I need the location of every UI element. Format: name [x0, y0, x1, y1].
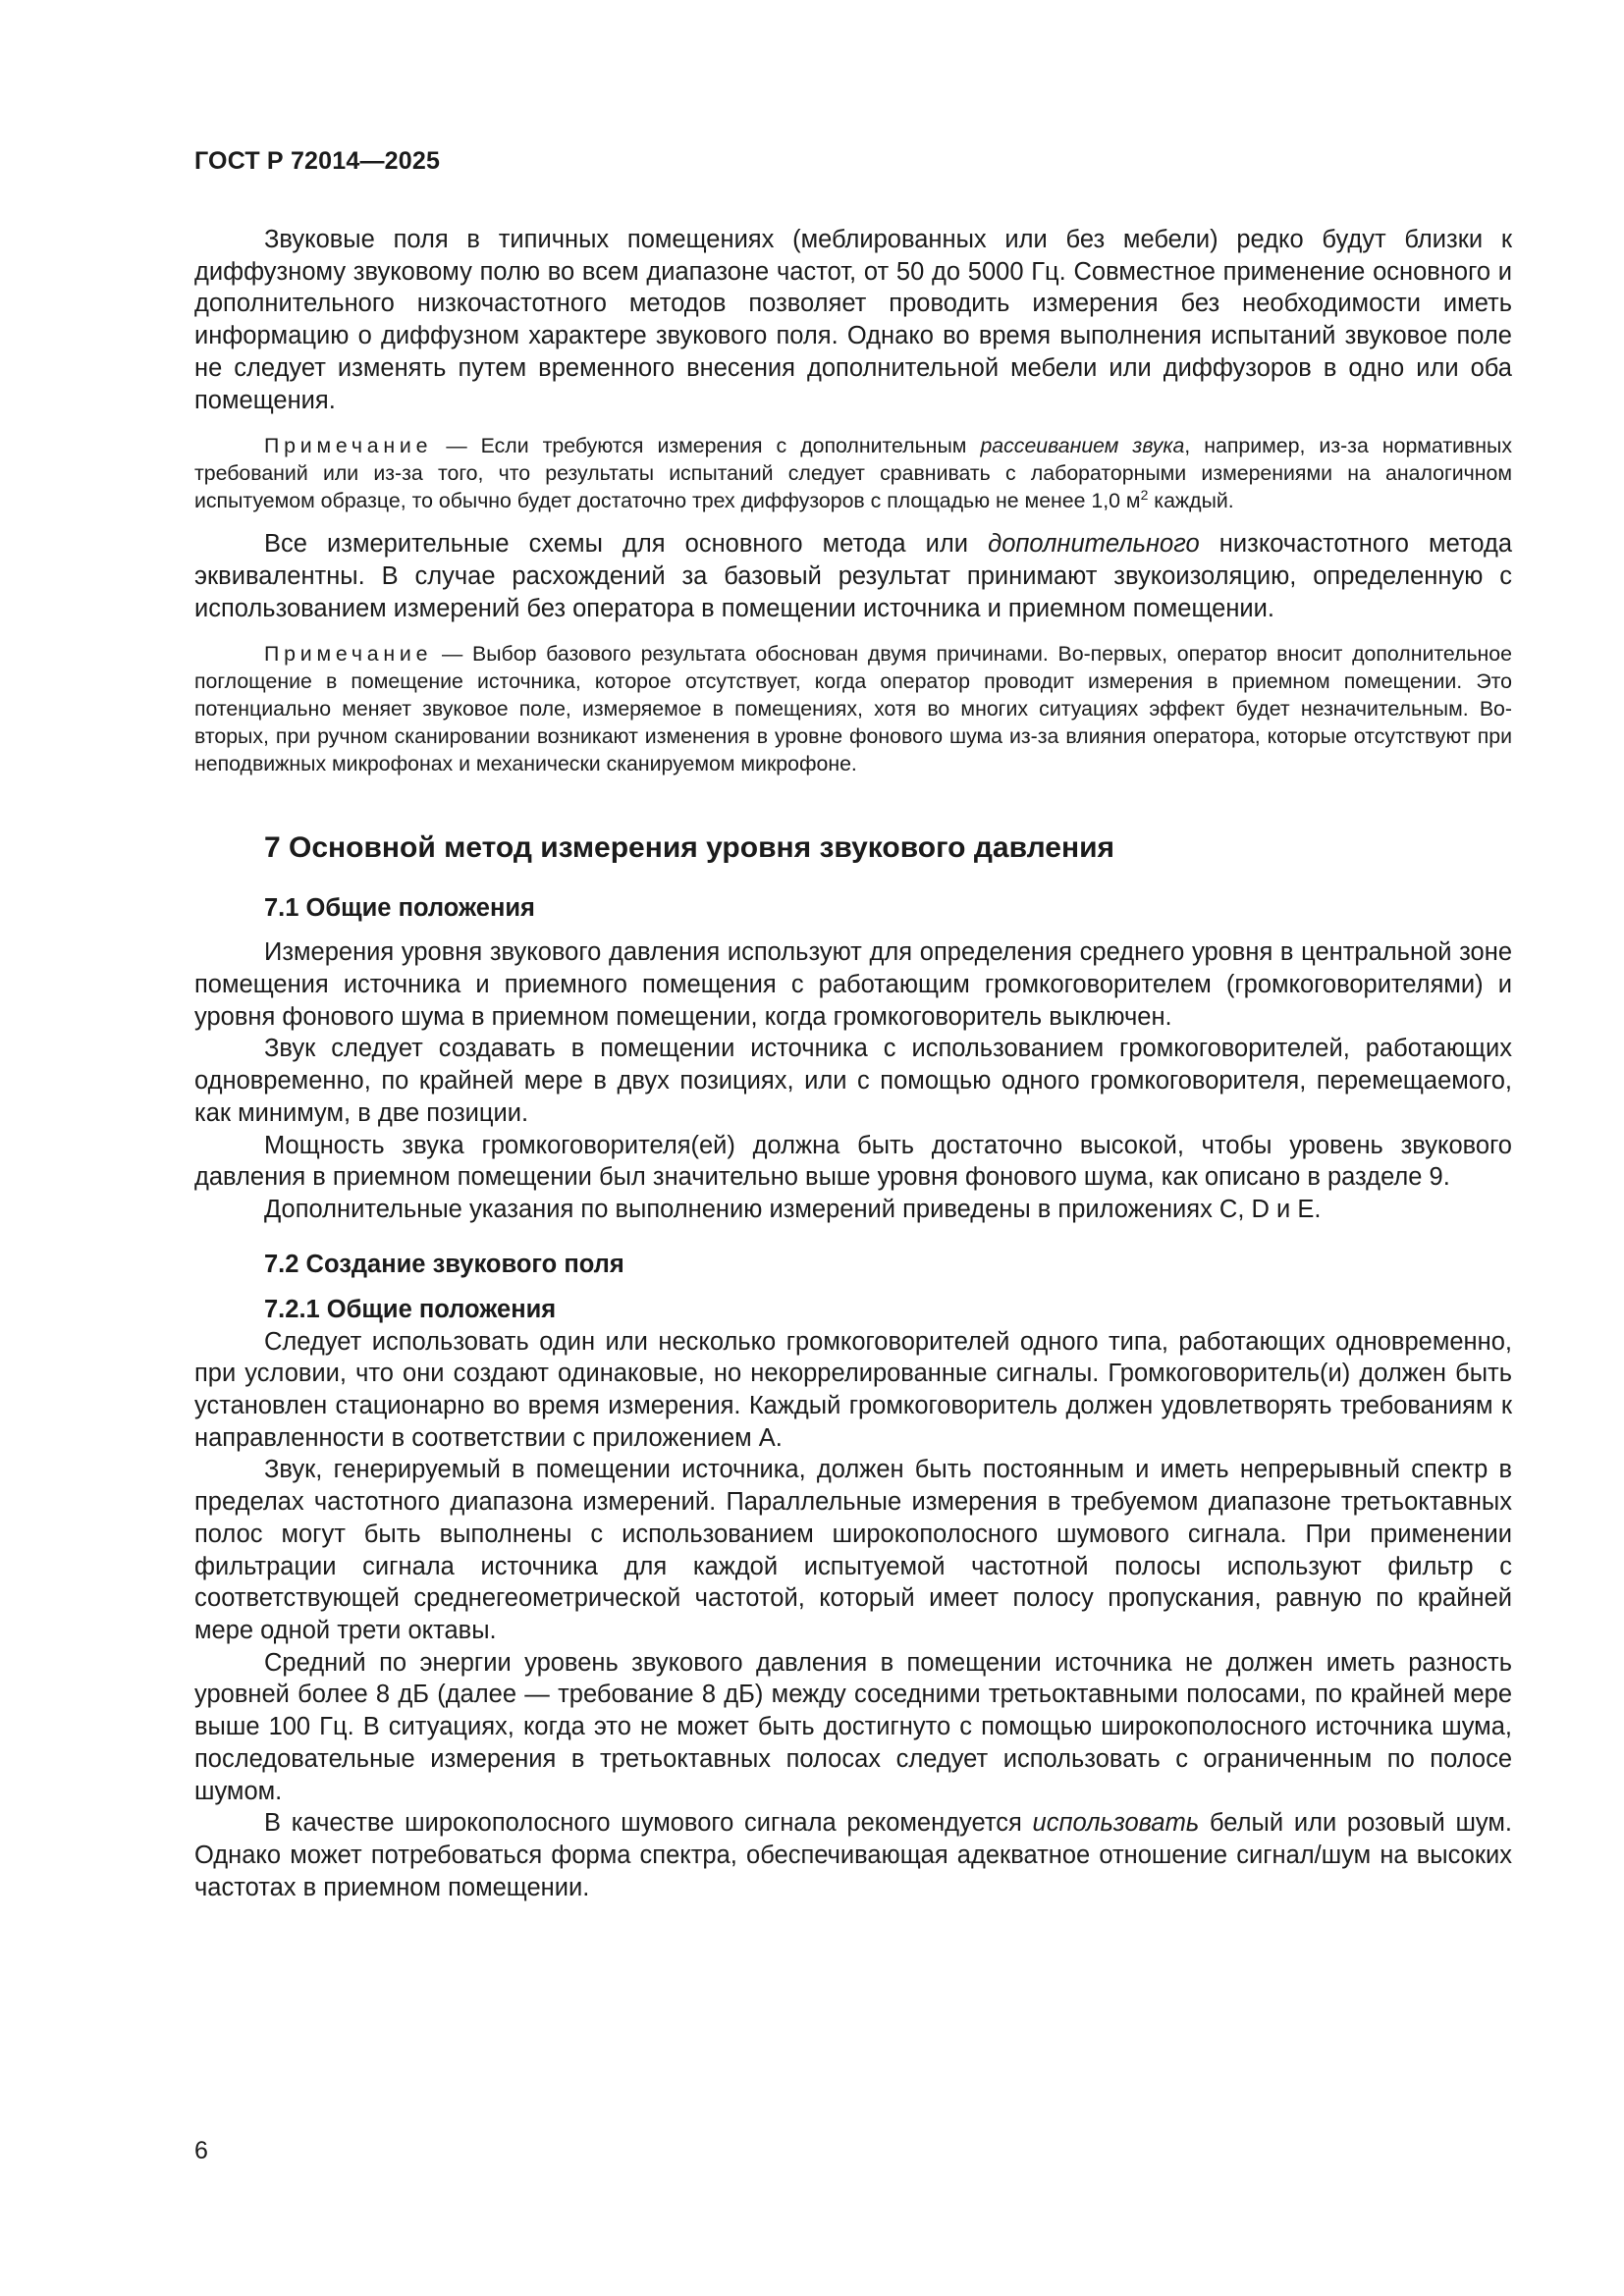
note-1: [194, 432, 1512, 514]
section-7-1-paragraph-3: Мощность звука громкоговорителя(ей) должна быть достаточно высокой, чтобы уровень звукового давления в приемном помещении был значительно выше уровня фонового шума, как описано в разделе 9.: [194, 1131, 1512, 1192]
section-7-2-1-paragraph-3: Средний по энергии уровень звукового давления в помещении источника не должен иметь разность уровней более 8 дБ (далее — требование 8 дБ) между соседними третьоктавными полосами, по крайней мере выше 100 Гц. В ситуациях, когда это не может быть достигнуто с помощью широкополосного источника шума, последовательные измерения в третьоктавных полосах следует использовать с ограниченным по полосе шумом.: [194, 1648, 1512, 1805]
note-2: [194, 640, 1512, 777]
section-7-heading: 7 Основной метод измерения уровня звукового давления: [264, 831, 1115, 865]
note-label: Примечание: [264, 642, 433, 667]
paragraph-text: Все измерительные схемы для основного метода или: [264, 530, 989, 559]
section-7-2-1-paragraph-1: Следует использовать один или несколько громкоговорителей одного типа, работающих одновременно, при условии, что они создают одинаковые, но некоррелированные сигналы. Громкоговоритель(и) должен быть установлен стационарно во время измерения. Каждый громкоговоритель должен удовлетворять требованиям к направленности в соответствии с приложением А.: [194, 1327, 1512, 1452]
note-label: Примечание: [264, 434, 433, 458]
section-7-1-paragraph-2: Звук следует создавать в помещении источника с использованием громкоговорителей, работающих одновременно, по крайней мере в двух позициях, или с помощью одного громкоговорителя, перемещаемого, как минимум, в две позиции.: [194, 1035, 1512, 1127]
note-text: , например, из-за нормативных требований или из-за того, что результаты испытаний следует сравнивать с лабораторными измерениями на аналогичном испытуемом образце, то обычно будет достаточно трех диффузоров с площадью не менее 1,0 м: [194, 434, 1512, 513]
paragraph-emphasis: использовать: [1032, 1809, 1200, 1838]
page-number: 6: [194, 2137, 208, 2164]
note-text: — Выбор базового результата обоснован двумя причинами. Во-первых, оператор вносит дополнительное поглощение в помещение источника, которое отсутствует, когда оператор проводит измерения в приемном помещении. Это потенциально меняет звуковое поле, измеряемое в помещениях, хотя во многих ситуациях эффект будет незначительным. Во-вторых, при ручном сканировании возникают изменения в уровне фонового шума из-за влияния оператора, которые отсутствуют при неподвижных микрофонах и механически сканируемом микрофоне.: [194, 642, 1512, 776]
note-text: — Если требуются измерения с дополнительным: [432, 434, 981, 458]
document-id: ГОСТ Р 72014—2025: [194, 147, 441, 175]
superscript: 2: [1140, 487, 1149, 504]
paragraph-text: белый или розовый шум. Однако может потребоваться форма спектра, обеспечивающая адекватное отношение сигнал/шум на высоких частотах в приемном помещении.: [194, 1809, 1512, 1901]
section-7-1-paragraph-4: Дополнительные указания по выполнению измерений приведены в приложениях C, D и E.: [264, 1195, 1322, 1223]
page-content: [194, 224, 1512, 1903]
section-7-2-1-paragraph-2: Звук, генерируемый в помещении источника, должен быть постоянным и иметь непрерывный спектр в пределах частотного диапазона измерений. Параллельные измерения в требуемом диапазоне третьоктавных полос могут быть выполнены с использованием широкополосного шумового сигнала. При применении фильтрации сигнала источника для каждой испытуемой частотной полосы используют фильтр с соответствующей среднегеометрической частотой, который имеет полосу пропускания, равную по крайней мере одной трети октавы.: [194, 1456, 1512, 1644]
note-text: каждый.: [1148, 489, 1234, 513]
section-7-1-heading: 7.1 Общие положения: [264, 894, 535, 923]
intro-paragraph-2: [194, 528, 1512, 624]
section-7-2-heading: 7.2 Создание звукового поля: [264, 1250, 624, 1278]
section-7-1-paragraph-1: Измерения уровня звукового давления используют для определения среднего уровня в центральной зоне помещения источника и приемного помещения с работающим громкоговорителем (громкоговорителями) и уровня фонового шума в приемном помещении, когда громкоговоритель выключен.: [194, 938, 1512, 1031]
paragraph-text: В качестве широкополосного шумового сигнала рекомендуется: [264, 1809, 1033, 1838]
note-emphasis: рассеиванием звука: [980, 434, 1185, 458]
intro-paragraph-1: Звуковые поля в типичных помещениях (меблированных или без мебели) редко будут близки к диффузному звуковому полю во всем диапазоне частот, от 50 до 5000 Гц. Совместное применение основного и дополнительного низкочастотного методов позволяет проводить измерения без необходимости иметь информацию о диффузном характере звукового поля. Однако во время выполнения испытаний звуковое поле не следует изменять путем временного внесения дополнительной мебели или диффузоров в одно или оба помещения.: [194, 226, 1512, 414]
paragraph-text: низкочастотного метода эквивалентны. В случае расхождений за базовый результат принимают звукоизоляцию, определенную с использованием измерений без оператора в помещении источника и приемном помещении.: [194, 530, 1512, 622]
paragraph-emphasis: дополнительного: [988, 530, 1200, 559]
section-7-2-1-paragraph-4: [194, 1807, 1512, 1903]
section-7-2-1-heading: 7.2.1 Общие положения: [264, 1295, 557, 1323]
